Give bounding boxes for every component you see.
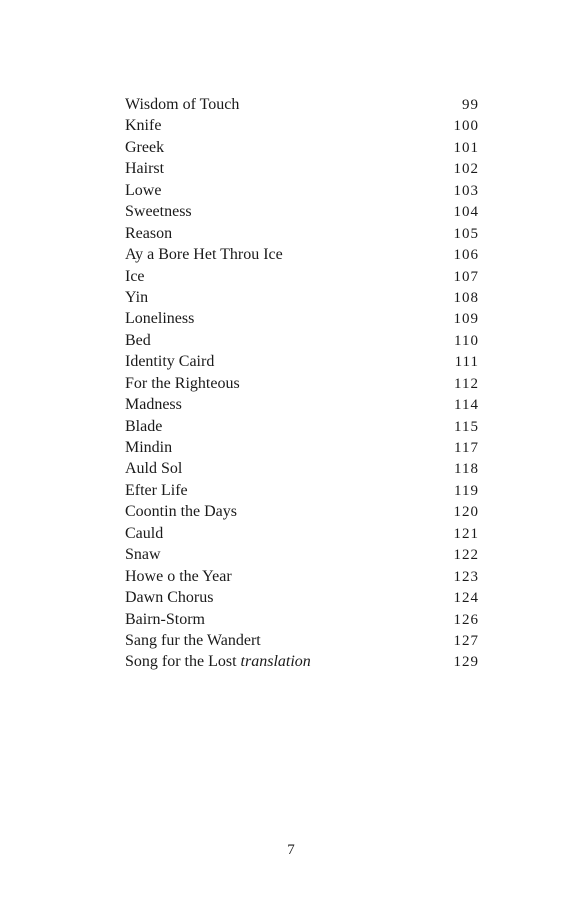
toc-entry (125, 308, 479, 329)
toc-entry-page: 123 (453, 568, 479, 585)
toc-entry-title: For the Righteous (125, 374, 240, 392)
toc-entry (125, 351, 479, 372)
toc-entry (125, 201, 479, 222)
page-number: 7 (287, 842, 295, 858)
toc-entry-title: Dawn Chorus (125, 589, 214, 607)
toc-entry-page: 104 (453, 204, 479, 221)
toc-entry-title: Sweetness (125, 203, 192, 221)
toc-entry-title: Yin (125, 288, 149, 306)
toc-entry (125, 94, 479, 115)
toc-entry-title: Knife (125, 117, 162, 135)
toc-entry (125, 137, 479, 158)
toc-entry (125, 244, 479, 265)
toc-entry (125, 416, 479, 437)
toc-entry-page: 126 (453, 611, 479, 628)
toc-entry-title: Identity Caird (125, 353, 215, 371)
toc-entry-title: Hairst (125, 160, 165, 178)
toc-entry-page: 102 (453, 161, 479, 178)
toc-entry-title: Coontin the Days (125, 503, 237, 521)
toc-entry (125, 437, 479, 458)
toc-entry-page: 124 (453, 590, 479, 607)
toc-entry-page: 122 (453, 547, 479, 564)
toc-entry (125, 266, 479, 287)
toc-entry-title: Cauld (125, 524, 164, 542)
toc-entry-title-last (125, 651, 311, 672)
toc-entry (125, 609, 479, 630)
toc-entry-title: Auld Sol (125, 460, 183, 478)
toc-entry (125, 630, 479, 651)
toc-entry-title: Ice (125, 267, 145, 285)
toc-entry-title: Bed (125, 331, 151, 349)
toc-entry-title: Lowe (125, 181, 162, 199)
toc-entry (125, 158, 479, 179)
toc-entry-title: Loneliness (125, 310, 195, 328)
toc-entry (125, 287, 479, 308)
toc-entry-page: 120 (453, 504, 479, 521)
toc-entry-page: 119 (454, 482, 479, 499)
toc-entry-page: 114 (454, 397, 479, 414)
toc-entry-page: 100 (453, 118, 479, 135)
toc-entry-title: Sang fur the Wandert (125, 631, 261, 649)
toc-entry-page: 106 (453, 247, 479, 264)
toc-entry-title: Madness (125, 396, 182, 414)
toc-entry-page: 107 (453, 268, 479, 285)
toc-entry-title: Wisdom of Touch (125, 96, 240, 113)
toc-entry (125, 544, 479, 565)
toc-entry-page: 127 (453, 632, 479, 649)
toc-entry-title: Efter Life (125, 481, 188, 499)
toc-entry-title: Snaw (125, 546, 161, 564)
toc-entry-page: 108 (453, 289, 479, 306)
toc-entry (125, 373, 479, 394)
toc-entry (125, 480, 479, 501)
toc-entry (125, 330, 479, 351)
toc-entry (125, 180, 479, 201)
toc-entry (125, 501, 479, 522)
toc-entry-page: 109 (453, 311, 479, 328)
toc-entry (125, 587, 479, 608)
toc-entry-page: 103 (453, 182, 479, 199)
toc-entry (125, 223, 479, 244)
toc-entry-title-italic: translation (240, 653, 311, 671)
toc-entry-page: 129 (453, 654, 479, 671)
toc-entry-page: 110 (454, 332, 479, 349)
toc-entry (125, 458, 479, 479)
toc-entry (125, 115, 479, 136)
toc-entry-page: 99 (462, 97, 479, 113)
toc-entry-title: Howe o the Year (125, 567, 232, 585)
toc-entry-page: 112 (454, 375, 479, 392)
toc-entry-title: Blade (125, 417, 163, 435)
toc-entry-page: 118 (454, 461, 479, 478)
toc-entry-title: Reason (125, 224, 173, 242)
toc-entry-page: 115 (454, 418, 479, 435)
toc-entry (125, 651, 479, 672)
toc-entry-page: 101 (453, 139, 479, 156)
toc-entry-title: Greek (125, 138, 165, 156)
toc-entry-title: Ay a Bore Het Throu Ice (125, 246, 283, 264)
toc-entry-title: Bairn-Storm (125, 610, 205, 628)
toc-entry (125, 394, 479, 415)
toc-entry-title-text: Song for the Lost (125, 653, 237, 671)
toc-entry-page: 111 (454, 354, 479, 371)
toc-entry-page: 117 (454, 440, 479, 456)
toc-entry-page: 105 (453, 225, 479, 242)
table-of-contents (125, 94, 479, 673)
toc-entry (125, 566, 479, 587)
toc-entry (125, 523, 479, 544)
toc-entry-page: 121 (453, 525, 479, 542)
toc-entry-title: Mindin (125, 439, 173, 456)
